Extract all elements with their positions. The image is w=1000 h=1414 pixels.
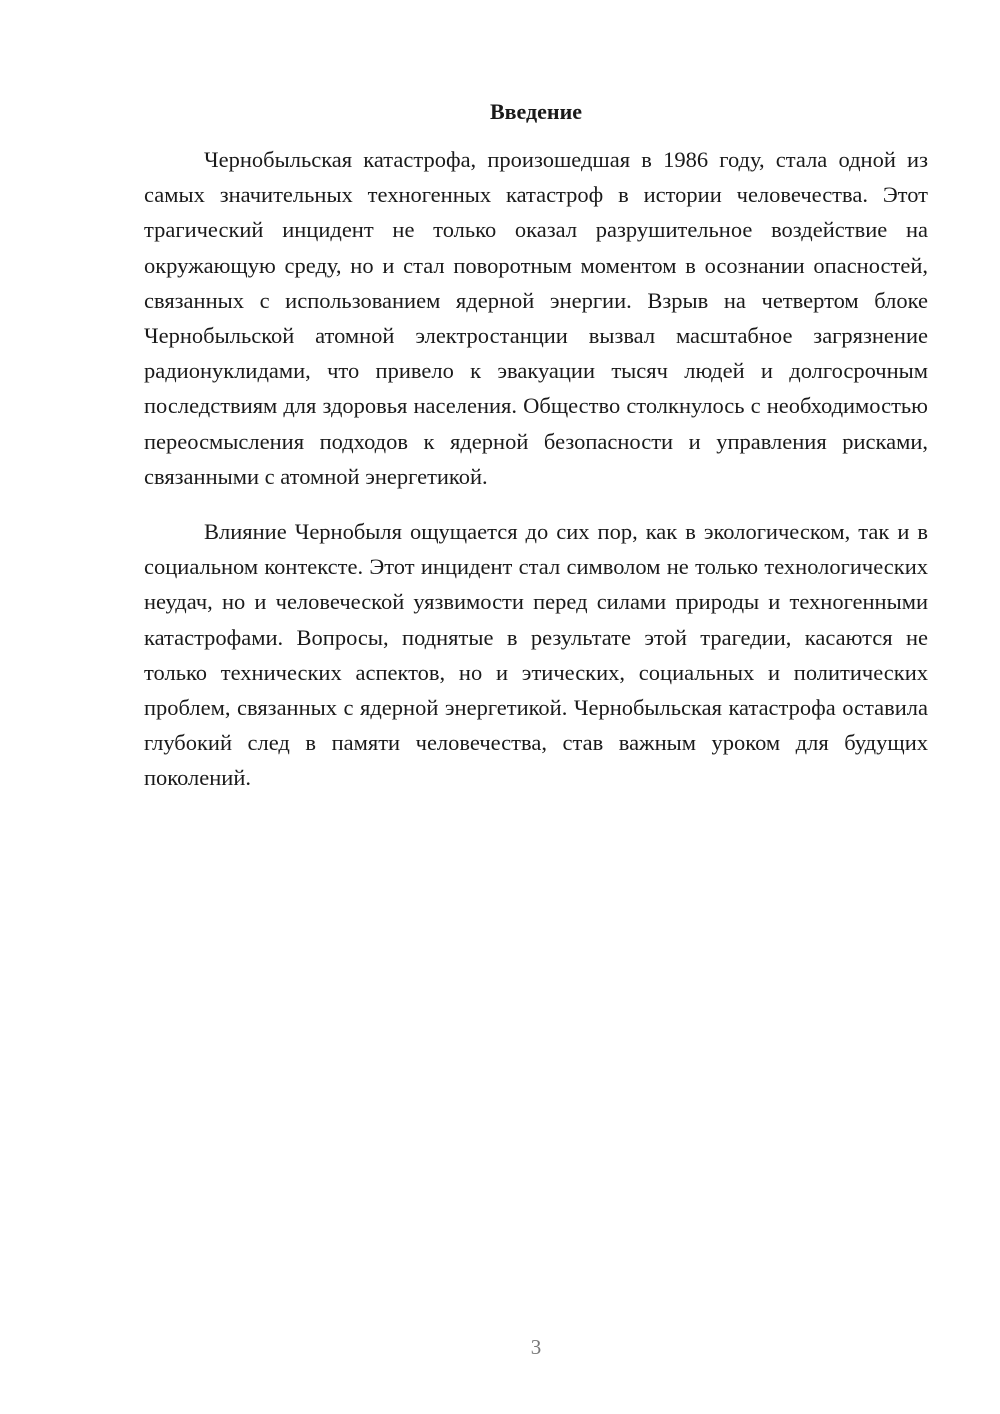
page-number: 3 [530, 1335, 542, 1359]
paragraph-2: Влияние Чернобыля ощущается до сих пор, как в экологическом, так и в социальном контексте. Этот инцидент стал символом не только технологических неудач, но и человеческой уязвимости перед силами природы и техногенными катастрофами. Вопросы, поднятые в результате этой трагедии, касаются не только технических аспектов, но и этических, социальных и политических проблем, связанных с ядерной энергетикой. Чернобыльская катастрофа оставила глубокий след в памяти человечества, став важным уроком для будущих поколений. [144, 519, 928, 791]
paragraph-1: Чернобыльская катастрофа, произошедшая в 1986 году, стала одной из самых значительных техногенных катастроф в истории человечества. Этот трагический инцидент не только оказал разрушительное воздействие на окружающую среду, но и стал поворотным моментом в осознании опасностей, связанных с использованием ядерной энергии. Взрыв на четвертом блоке Чернобыльской атомной электростанции вызвал масштабное загрязнение радионуклидами, что привело к эвакуации тысяч людей и долгосрочным последствиям для здоровья населения. Общество столкнулось с необходимостью переосмысления подходов к ядерной безопасности и управления рисками, связанными с атомной энергетикой. [144, 147, 928, 489]
section-heading: Введение [489, 99, 583, 124]
body-text [144, 142, 928, 796]
